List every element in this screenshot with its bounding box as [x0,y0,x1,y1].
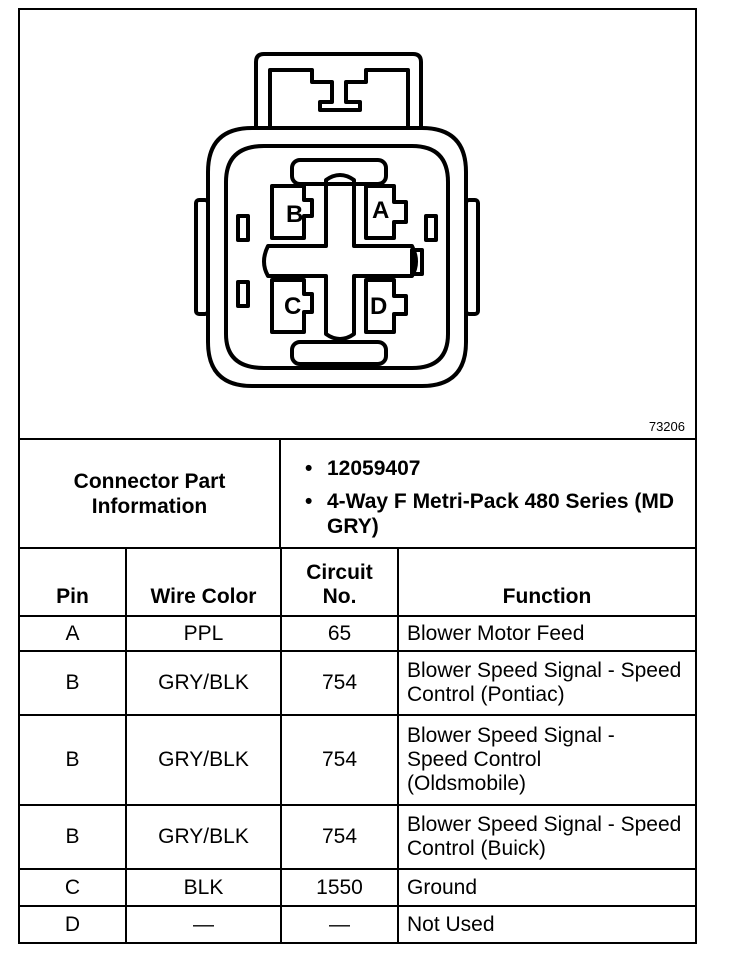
header-circuit-no: Circuit No. [281,549,398,616]
connector-info [20,440,695,549]
connector-face-illustration [20,10,695,438]
header-wire-color: Wire Color [126,549,281,616]
connector-series: • 4-Way F Metri-Pack 480 Series (MD GRY) [327,489,695,539]
header-pin: Pin [20,549,126,616]
connector-drawing [20,10,695,440]
function-cell: Blower Speed Signal - Speed Control (Pontiac) [398,651,695,715]
pin-cell: A [20,616,126,651]
cavity-label-c: C [284,293,302,320]
connector-info-details [281,440,695,547]
figure-number: 73206 [648,419,685,434]
function-cell: Ground [398,869,695,906]
function-cell: Blower Speed Signal - Speed Control (Buick) [398,805,695,869]
cavity-label-d: D [370,293,388,320]
wire-color-cell: BLK [126,869,281,906]
wire-color-cell: PPL [126,616,281,651]
table-row [20,616,695,651]
circuit-cell: 754 [281,715,398,805]
function-cell: Blower Motor Feed [398,616,695,651]
function-cell: Not Used [398,906,695,943]
connector-figure [18,8,697,944]
part-number: • 12059407 [327,456,695,481]
circuit-cell: 1550 [281,869,398,906]
cavity-label-a: A [372,197,390,224]
pin-cell: D [20,906,126,943]
table-row [20,869,695,906]
cavity-label-b: B [286,201,304,228]
wire-color-cell: — [126,906,281,943]
pin-cell: B [20,805,126,869]
circuit-cell: 65 [281,616,398,651]
wire-color-cell: GRY/BLK [126,715,281,805]
circuit-cell: 754 [281,805,398,869]
table-row [20,651,695,715]
function-cell: Blower Speed Signal - Speed Control (Oldsmobile) [398,715,695,805]
table-row [20,805,695,869]
wire-color-cell: GRY/BLK [126,805,281,869]
table-row [20,906,695,943]
circuit-cell: 754 [281,651,398,715]
pinout-table [20,549,695,943]
table-row [20,715,695,805]
table-header-row [20,549,695,616]
pin-cell: B [20,715,126,805]
pin-cell: B [20,651,126,715]
connector-info-label: Connector Part Information [20,440,281,547]
header-function: Function [398,549,695,616]
circuit-cell: — [281,906,398,943]
wire-color-cell: GRY/BLK [126,651,281,715]
pin-cell: C [20,869,126,906]
